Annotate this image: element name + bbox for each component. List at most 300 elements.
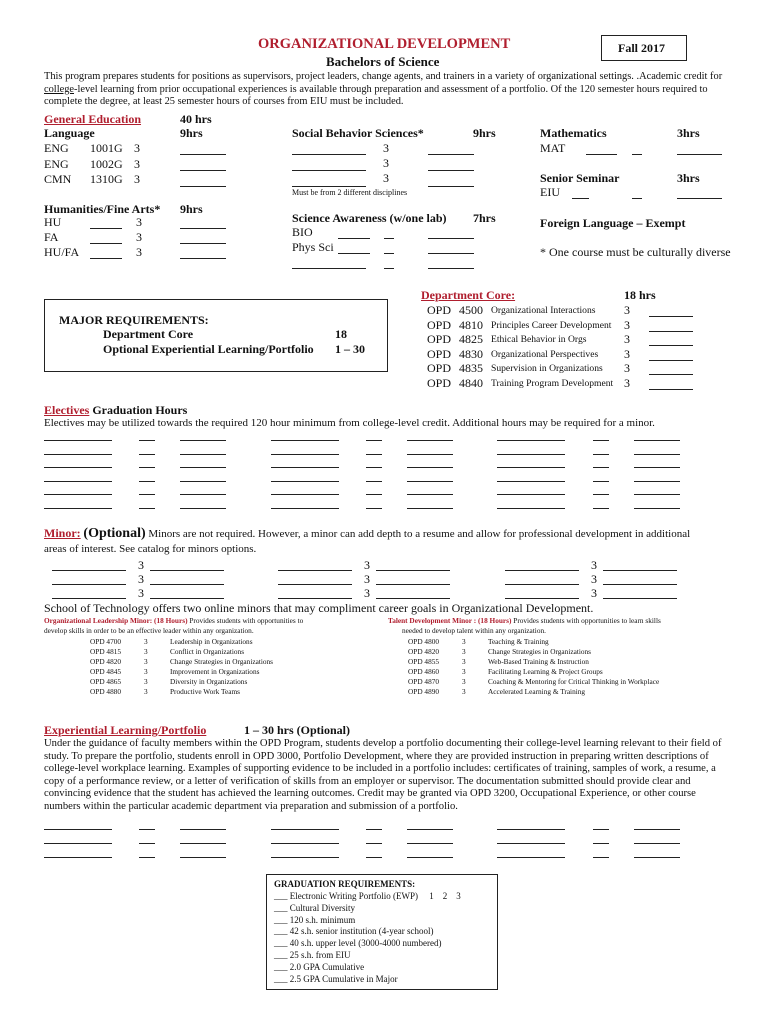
course-name: Improvement in Organizations — [170, 666, 260, 676]
language-label: Language — [44, 126, 95, 140]
course-credit: 3 — [144, 666, 148, 676]
minor-course-row — [90, 646, 273, 656]
course-blank[interactable] — [271, 494, 339, 495]
course-blank[interactable] — [292, 186, 366, 187]
intro-text-a: This program prepares students for positions as supervisors, project leaders, change agents, and trainers in a variety of organizational settings. .Academic credit for — [44, 71, 723, 82]
science-hours: 7hrs — [473, 211, 496, 225]
grade-blank[interactable] — [649, 331, 693, 332]
grade-blank[interactable] — [180, 454, 226, 455]
intro-paragraph — [44, 71, 744, 109]
course-credit: 3 — [134, 141, 140, 156]
course-number: 1310G — [90, 172, 123, 187]
course-credit: 3 — [624, 317, 630, 332]
phys-sci-label: Phys Sci — [292, 240, 334, 254]
term-box — [601, 35, 687, 61]
course-blank[interactable] — [44, 829, 112, 830]
grade-blank[interactable] — [407, 508, 453, 509]
credit-blank[interactable] — [593, 440, 609, 441]
bio-label: BIO — [292, 225, 313, 239]
major-requirements-box — [44, 299, 388, 372]
course-number: 4500 — [459, 303, 483, 317]
course-blank[interactable] — [292, 170, 366, 171]
term-label: Fall 2017 — [618, 41, 665, 55]
course-name-blank[interactable] — [603, 584, 677, 585]
course-name-blank[interactable] — [376, 570, 450, 571]
graduation-item[interactable]: ___ 120 s.h. minimum — [274, 914, 356, 925]
course-name: Conflict in Organizations — [170, 646, 245, 656]
page-title: ORGANIZATIONAL DEVELOPMENT — [258, 36, 511, 52]
language-row — [44, 141, 154, 157]
course-credit: 3 — [383, 156, 389, 170]
language-row — [44, 157, 154, 173]
course-credit: 3 — [462, 676, 466, 686]
talent-desc — [388, 616, 661, 625]
course-blank[interactable] — [271, 857, 339, 858]
minor-course-row — [408, 676, 659, 686]
course-blank[interactable] — [497, 467, 565, 468]
course-number: OPD 4820 — [408, 646, 440, 656]
fa-dept: FA — [44, 230, 59, 244]
course-code: OPD — [427, 332, 452, 347]
course-blank[interactable] — [52, 570, 126, 571]
grade-blank[interactable] — [649, 360, 693, 361]
grade-blank[interactable] — [407, 843, 453, 844]
hu-dept: HU — [44, 215, 62, 229]
seminar-hours: 3hrs — [677, 171, 700, 185]
credit-blank[interactable] — [139, 857, 155, 858]
course-blank[interactable] — [338, 253, 370, 254]
graduation-item[interactable]: ___ 25 s.h. from EIU — [274, 950, 351, 960]
grade-blank[interactable] — [407, 829, 453, 830]
intro-text-b: -level learning from prior occupational experiences is available through preparation and assessment of a portfolio. Of the 120 semester hours required to complete the degree, at least 25 semester hours of courses from EIU must be included. — [44, 83, 708, 108]
course-name: Training Program Development — [491, 378, 614, 389]
language-hours: 9hrs — [180, 126, 203, 140]
experiential-title[interactable]: Experiential Learning/Portfolio — [44, 723, 207, 737]
grade-blank[interactable] — [407, 467, 453, 468]
course-credit: 3 — [383, 141, 389, 155]
credit-blank[interactable] — [139, 494, 155, 495]
course-credit: 3 — [383, 171, 389, 185]
course-blank[interactable] — [497, 829, 565, 830]
course-number: 4830 — [459, 346, 483, 361]
course-credit: 3 — [138, 558, 144, 572]
credit-blank[interactable] — [632, 154, 642, 155]
grade-blank[interactable] — [180, 843, 226, 844]
course-number: 1001G — [90, 141, 123, 156]
course-name-blank[interactable] — [603, 570, 677, 571]
course-name: Ethical Behavior in Orgs — [491, 334, 587, 346]
grade-blank[interactable] — [634, 440, 680, 441]
course-blank[interactable] — [271, 440, 339, 441]
course-blank[interactable] — [278, 570, 352, 571]
credit-blank[interactable] — [593, 508, 609, 509]
graduation-item[interactable]: ___ 2.5 GPA Cumulative in Major — [274, 973, 398, 984]
graduation-item[interactable]: ___ Cultural Diversity — [274, 902, 355, 913]
course-blank[interactable] — [52, 584, 126, 585]
science-label: Science Awareness (w/one lab) — [292, 211, 447, 225]
course-blank[interactable] — [44, 494, 112, 495]
leadership-desc-1: Provides students with opportunities to — [187, 616, 304, 625]
grade-blank[interactable] — [677, 198, 722, 199]
social-label: Social Behavior Sciences* — [292, 126, 424, 140]
course-number: 1002G — [90, 156, 123, 171]
course-name: Coaching & Mentoring for Critical Thinking in Workplace — [488, 676, 660, 686]
grade-blank[interactable] — [407, 857, 453, 858]
grade-blank[interactable] — [634, 829, 680, 830]
course-blank[interactable] — [505, 598, 579, 599]
course-dept: CMN — [44, 172, 72, 187]
course-code: OPD — [427, 317, 452, 332]
course-credit: 3 — [136, 215, 142, 229]
credit-blank[interactable] — [139, 481, 155, 482]
credit-blank[interactable] — [139, 843, 155, 844]
grade-blank[interactable] — [428, 186, 474, 187]
course-number: 4825 — [459, 332, 483, 347]
minor-course-row — [408, 686, 659, 696]
grade-blank[interactable] — [407, 481, 453, 482]
course-blank[interactable] — [278, 584, 352, 585]
course-credit: 3 — [364, 572, 370, 587]
grade-blank[interactable] — [180, 481, 226, 482]
credit-blank[interactable] — [384, 253, 394, 254]
course-number: OPD 4890 — [408, 687, 440, 697]
course-credit: 3 — [364, 586, 370, 601]
talent-minor-title: Talent Development Minor : (18 Hours) — [388, 616, 512, 625]
credit-blank[interactable] — [366, 454, 382, 455]
course-number: OPD 4860 — [408, 666, 440, 676]
course-credit: 3 — [144, 636, 148, 646]
course-credit: 3 — [138, 586, 144, 601]
course-number: OPD 4870 — [408, 676, 440, 686]
course-blank[interactable] — [278, 598, 352, 599]
course-blank[interactable] — [44, 857, 112, 858]
electives-heading — [44, 403, 187, 418]
leadership-desc — [44, 616, 303, 625]
grade-blank[interactable] — [634, 494, 680, 495]
course-credit: 3 — [591, 586, 597, 601]
credit-blank[interactable] — [593, 467, 609, 468]
dept-core-hours: 18 hrs — [624, 288, 656, 302]
gen-ed-title[interactable]: General Education — [44, 112, 142, 126]
grade-blank[interactable] — [180, 857, 226, 858]
grade-blank[interactable] — [649, 316, 693, 317]
major-optional-label: Optional Experiential Learning/Portfolio — [103, 342, 314, 356]
grade-blank[interactable] — [634, 467, 680, 468]
course-name-blank[interactable] — [376, 584, 450, 585]
course-blank[interactable] — [271, 508, 339, 509]
minor-heading — [44, 526, 690, 542]
grade-blank[interactable] — [180, 467, 226, 468]
grade-blank[interactable] — [180, 494, 226, 495]
course-credit: 3 — [591, 572, 597, 587]
course-name-blank[interactable] — [603, 598, 677, 599]
electives-text: Electives may be utilized towards the required 120 hour minimum from college-level credit. Additional hours may be required for a minor. — [44, 417, 655, 429]
grade-blank[interactable] — [428, 154, 474, 155]
course-credit: 3 — [134, 172, 140, 187]
credit-blank[interactable] — [632, 198, 642, 199]
minor-course-row — [408, 656, 659, 666]
grade-blank[interactable] — [649, 345, 693, 346]
course-blank[interactable] — [44, 481, 112, 482]
grade-blank[interactable] — [634, 857, 680, 858]
course-credit: 3 — [624, 376, 630, 390]
course-number: OPD 4845 — [90, 666, 122, 676]
leadership-minor-title: Organizational Leadership Minor: (18 Hours) — [44, 616, 188, 625]
minor-course-row — [90, 656, 273, 666]
course-credit: 3 — [138, 572, 144, 587]
credit-blank[interactable] — [366, 467, 382, 468]
course-credit: 3 — [144, 687, 148, 697]
electives-link[interactable]: Electives — [44, 403, 90, 417]
language-table — [44, 141, 154, 188]
credit-blank[interactable] — [366, 481, 382, 482]
electives-heading-rest: Graduation Hours — [89, 403, 188, 417]
course-number: OPD 4700 — [90, 636, 122, 646]
minor-text-1: Minors are not required. However, a minor can add depth to a resume and allow for professional development in additional — [145, 528, 691, 540]
credit-blank[interactable] — [366, 843, 382, 844]
credit-blank[interactable] — [384, 238, 394, 239]
credit-blank[interactable] — [593, 494, 609, 495]
course-number: 4840 — [459, 376, 483, 390]
course-blank[interactable] — [505, 570, 579, 571]
credit-blank[interactable] — [366, 440, 382, 441]
graduation-item[interactable]: ___ 42 s.h. senior institution (4-year school) — [274, 926, 434, 937]
graduation-requirements-box — [266, 874, 498, 990]
course-code: OPD — [427, 303, 452, 317]
credit-blank[interactable] — [139, 508, 155, 509]
course-code: OPD — [427, 376, 452, 390]
course-blank[interactable] — [271, 481, 339, 482]
cultural-diversity-note: * One course must be culturally diverse — [540, 245, 731, 259]
credit-blank[interactable] — [366, 508, 382, 509]
hufa-dept: HU/FA — [44, 245, 80, 259]
course-blank[interactable] — [271, 454, 339, 455]
credit-blank[interactable] — [366, 494, 382, 495]
minor-course-row — [408, 666, 659, 676]
course-name: Organizational Interactions — [491, 305, 596, 316]
graduation-item[interactable]: ___ 2.0 GPA Cumulative — [274, 961, 365, 972]
leadership-desc-2: develop skills in order to be an effective leader within any organization. — [44, 626, 254, 635]
major-core-hours: 18 — [335, 327, 347, 341]
course-name-blank[interactable] — [150, 570, 224, 571]
dept-core-title[interactable]: Department Core: — [421, 288, 516, 302]
grade-blank[interactable] — [428, 253, 474, 254]
grade-blank[interactable] — [180, 440, 226, 441]
course-code: OPD — [427, 361, 452, 376]
minor-course-row — [90, 676, 273, 686]
course-name: Web-Based Training & Instruction — [488, 656, 589, 666]
language-row — [44, 172, 154, 188]
grade-blank[interactable] — [649, 389, 693, 390]
grade-blank[interactable] — [180, 186, 226, 187]
course-blank[interactable] — [271, 843, 339, 844]
minor-course-row — [90, 636, 273, 646]
course-dept: ENG — [44, 156, 69, 171]
credit-blank[interactable] — [139, 440, 155, 441]
humanities-hours: 9hrs — [180, 202, 203, 216]
course-name: Principles Career Development — [491, 319, 612, 331]
minor-course-row — [408, 636, 659, 646]
course-blank[interactable] — [292, 154, 366, 155]
course-credit: 3 — [144, 676, 148, 686]
grade-blank[interactable] — [180, 508, 226, 509]
course-credit: 3 — [144, 656, 148, 666]
course-number: OPD 4865 — [90, 676, 122, 686]
foreign-language-note: Foreign Language – Exempt — [540, 216, 686, 230]
grade-blank[interactable] — [180, 243, 226, 244]
course-blank[interactable] — [497, 454, 565, 455]
course-name: Change Strategies in Organizations — [170, 656, 274, 666]
course-credit: 3 — [591, 558, 597, 572]
grade-blank[interactable] — [180, 228, 226, 229]
course-credit: 3 — [134, 156, 140, 171]
credit-blank[interactable] — [366, 829, 382, 830]
grade-blank[interactable] — [180, 170, 226, 171]
course-blank[interactable] — [90, 243, 122, 244]
course-name-blank[interactable] — [150, 584, 224, 585]
course-name-blank[interactable] — [376, 598, 450, 599]
course-dept: ENG — [44, 141, 69, 156]
course-number: 4835 — [459, 361, 483, 376]
course-credit: 3 — [624, 332, 630, 347]
credit-blank[interactable] — [593, 481, 609, 482]
course-number: OPD 4820 — [90, 656, 122, 666]
course-blank[interactable] — [271, 829, 339, 830]
grade-blank[interactable] — [428, 238, 474, 239]
course-code: OPD — [427, 346, 452, 361]
graduation-item[interactable]: ___ Electronic Writing Portfolio (EWP) 1 2 3 — [274, 891, 461, 901]
course-name: Teaching & Training — [488, 636, 549, 646]
course-blank[interactable] — [44, 467, 112, 468]
course-blank[interactable] — [497, 857, 565, 858]
course-name: Change Strategies in Organizations — [488, 646, 592, 656]
course-blank[interactable] — [44, 508, 112, 509]
course-name: Facilitating Learning & Project Groups — [488, 666, 603, 676]
talent-desc-1: Provides students with opportunities to learn skills — [511, 616, 661, 625]
course-name-blank[interactable] — [150, 598, 224, 599]
course-blank[interactable] — [44, 843, 112, 844]
course-credit: 3 — [462, 687, 466, 697]
course-credit: 3 — [462, 646, 466, 656]
minor-course-row — [90, 686, 273, 696]
credit-blank[interactable] — [593, 857, 609, 858]
social-hours: 9hrs — [473, 126, 496, 140]
course-credit: 3 — [624, 303, 630, 317]
minor-optional: (Optional) — [83, 526, 146, 541]
grade-blank[interactable] — [634, 454, 680, 455]
course-number: OPD 4815 — [90, 646, 122, 656]
course-blank[interactable] — [497, 843, 565, 844]
course-credit: 3 — [144, 646, 148, 656]
course-credit: 3 — [462, 636, 466, 646]
credit-blank[interactable] — [366, 857, 382, 858]
credit-blank[interactable] — [593, 829, 609, 830]
course-name: Supervision in Organizations — [491, 363, 603, 375]
grade-blank[interactable] — [634, 843, 680, 844]
grade-blank[interactable] — [407, 440, 453, 441]
course-credit: 3 — [462, 656, 466, 666]
grade-blank[interactable] — [428, 268, 474, 269]
credit-blank[interactable] — [139, 829, 155, 830]
graduation-title: GRADUATION REQUIREMENTS: — [274, 879, 416, 889]
course-blank[interactable] — [292, 268, 366, 269]
minor-course-row — [408, 646, 659, 656]
grade-blank[interactable] — [180, 154, 226, 155]
course-blank[interactable] — [44, 454, 112, 455]
course-name: Productive Work Teams — [170, 687, 240, 697]
leadership-course-table — [90, 636, 273, 697]
course-blank[interactable] — [52, 598, 126, 599]
math-hours: 3hrs — [677, 126, 700, 140]
intro-link[interactable]: college — [44, 83, 74, 95]
grade-blank[interactable] — [428, 170, 474, 171]
graduation-item[interactable]: ___ 40 s.h. upper level (3000-4000 numbered) — [274, 938, 442, 949]
seminar-label: Senior Seminar — [540, 171, 620, 185]
credit-blank[interactable] — [593, 843, 609, 844]
major-optional-hours: 1 – 30 — [335, 342, 365, 356]
course-blank[interactable] — [90, 228, 122, 229]
course-blank[interactable] — [271, 467, 339, 468]
course-credit: 3 — [624, 346, 630, 361]
credit-blank[interactable] — [139, 454, 155, 455]
grade-blank[interactable] — [677, 154, 722, 155]
major-core-label: Department Core — [103, 327, 194, 341]
course-name: Diversity in Organizations — [170, 676, 248, 686]
course-blank[interactable] — [338, 238, 370, 239]
grade-blank[interactable] — [634, 481, 680, 482]
humanities-label: Humanities/Fine Arts* — [44, 202, 161, 216]
course-blank[interactable] — [44, 440, 112, 441]
minor-link[interactable]: Minor: — [44, 526, 81, 540]
course-blank[interactable] — [505, 584, 579, 585]
grade-blank[interactable] — [634, 508, 680, 509]
grade-blank[interactable] — [180, 829, 226, 830]
major-title: MAJOR REQUIREMENTS: — [59, 313, 209, 327]
course-number: OPD 4800 — [408, 636, 440, 646]
course-blank[interactable] — [586, 154, 617, 155]
course-blank[interactable] — [497, 494, 565, 495]
course-blank[interactable] — [90, 258, 122, 259]
experiential-hours: 1 – 30 hrs (Optional) — [244, 723, 351, 737]
course-number: 4810 — [459, 317, 483, 332]
grade-blank[interactable] — [649, 374, 693, 375]
course-credit: 3 — [136, 245, 142, 259]
course-credit: 3 — [624, 361, 630, 376]
experiential-text: Under the guidance of faculty members within the OPD Program, students develop a portfolio documenting their college-level learning relevant to their field of study. To prepare the portfolio, students enroll in OPD 3000, Portfolio Development, where they are provided instruction in preparing written descriptions of college-level workplace learning. Examples of supporting evidence to be included in a portfolio includes: certificates of training, samples of work, a resume, a copy of a performance review, or a letter of verification of skills from an employer or supervisor. The documentation submitted should provide clear and convincing evidence that the student has achieved the learning outcomes. Credit may be granted via OPD 3200, Occupational Experience, or other course numbers within the particular academic department via preparation and submission of a portfolio. — [44, 738, 722, 812]
tech-minors-text: School of Technology offers two online minors that may compliment career goals in Organizational Development. — [44, 601, 594, 615]
grade-blank[interactable] — [180, 258, 226, 259]
course-blank[interactable] — [497, 440, 565, 441]
credit-blank[interactable] — [139, 467, 155, 468]
seminar-course: EIU — [540, 185, 560, 199]
grade-blank[interactable] — [407, 454, 453, 455]
credit-blank[interactable] — [384, 268, 394, 269]
course-credit: 3 — [462, 666, 466, 676]
course-blank[interactable] — [497, 508, 565, 509]
course-name: Leadership in Organizations — [170, 636, 253, 646]
grade-blank[interactable] — [407, 494, 453, 495]
talent-course-table — [408, 636, 659, 697]
minor-course-row — [90, 666, 273, 676]
course-credit: 3 — [364, 558, 370, 572]
course-name: Accelerated Learning & Training — [488, 687, 586, 697]
social-note: Must be from 2 different disciplines — [292, 188, 408, 197]
credit-blank[interactable] — [593, 454, 609, 455]
course-name: Organizational Perspectives — [491, 348, 599, 360]
math-label: Mathematics — [540, 126, 607, 140]
course-blank[interactable] — [572, 198, 589, 199]
course-blank[interactable] — [497, 481, 565, 482]
